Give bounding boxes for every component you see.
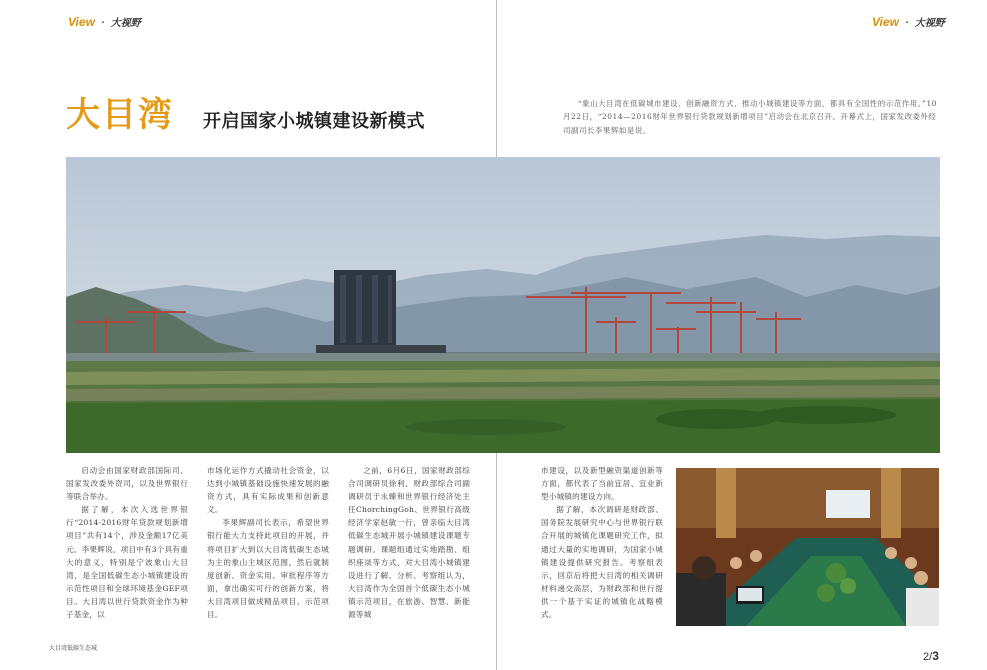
paragraph: 据了解，本次调研是财政部、国务院发展研究中心与世界银行联合开展的城镇化课题研究工作，拟通过大量的实地调研，为国家小城镇建设提供研究报告。考察组表示，回京后将把大目湾的相关调研材料递交高层，为财政部和世行提供一个基于实证的城镇化战略模式。 xyxy=(541,505,663,620)
section-tag-dot: · xyxy=(100,17,105,29)
paragraph: 启动会由国家财政部国际司、国家发改委外资司，以及世界银行等联合举办。 xyxy=(66,466,188,502)
body-column-3 xyxy=(348,464,470,621)
paragraph: 之前，6月6日，国家财政部综合司调研员徐利、财政部综合司副调研员于永臻和世界银行经济处主任ChorchingGoh、世界银行高级经济学家赵敏一行，曾亲临大目湾低碳生态城开展小城镇建设课题专题调研。课题组通过实地踏勘、组织座谈等方式，对大目湾小城镇建设进行了解、分析。考察组认为，大目湾作为全国首个低碳生态小城镇示范项目，在旅游、智慧、新能源等城 xyxy=(348,466,470,620)
section-tag-right xyxy=(872,14,945,29)
article-subtitle: 开启国家小城镇建设新模式 xyxy=(203,111,425,132)
paragraph: 市场化运作方式撬动社会资金，以达到小城镇基础设施快速发展的融资方式，具有实际成果和创新意义。 xyxy=(207,466,329,515)
page-number-current: 3 xyxy=(932,649,939,663)
page-number xyxy=(923,649,939,663)
paragraph: 李果辉副司长表示，希望世界银行能大力支持此项目的开展，并将项目扩大到以大目湾低碳生态城为主的象山主城区范围，然后就制度创新、资金实用、审批程序等方面，拿出确实可行的创新方案，将大目湾项目做成精品项目、示范项目。 xyxy=(207,518,329,620)
body-column-1 xyxy=(66,464,188,621)
article-title: 大目湾 xyxy=(66,95,174,135)
footer-publication-name: 大目湾低碳生态城 xyxy=(49,645,98,652)
paragraph: 市建设，以及新型融资渠道创新等方面，都代表了当前宜居、宜业新型小城镇的建设方向。 xyxy=(541,466,663,502)
section-tag-dot: · xyxy=(904,17,909,29)
section-tag-cn: 大视野 xyxy=(914,18,945,29)
landscape-photo xyxy=(66,157,940,453)
section-tag-en: View xyxy=(872,15,899,29)
section-tag-cn: 大视野 xyxy=(110,18,141,29)
paragraph: 据了解，本次入选世界银行“2014-2016财年贷款规划新增项目”共有14个，涉及金额17亿美元。李果辉说，项目中有3个具有重大的意义，特别是宁波象山大目湾，是全国低碳生态小城镇建设的示范性项目和全球环境基金GEF项目。大目湾以世行贷款资金作为种子基金，以 xyxy=(66,505,188,620)
page-number-prefix: 2/ xyxy=(923,651,933,663)
section-tag-left xyxy=(68,14,141,29)
body-column-4 xyxy=(541,464,663,621)
article-intro-quote: “象山大目湾在低碳城市建设、创新融资方式、推动小城镇建设等方面，都具有全国性的示范作用。”10月22日，“2014—2016财年世界银行贷款规划新增项目”启动会在北京召开。开幕式上，国家发改委外经司副司长李果辉如是说。 xyxy=(563,99,938,135)
body-column-2 xyxy=(207,464,329,621)
section-tag-en: View xyxy=(68,15,95,29)
meeting-photo xyxy=(676,468,939,626)
